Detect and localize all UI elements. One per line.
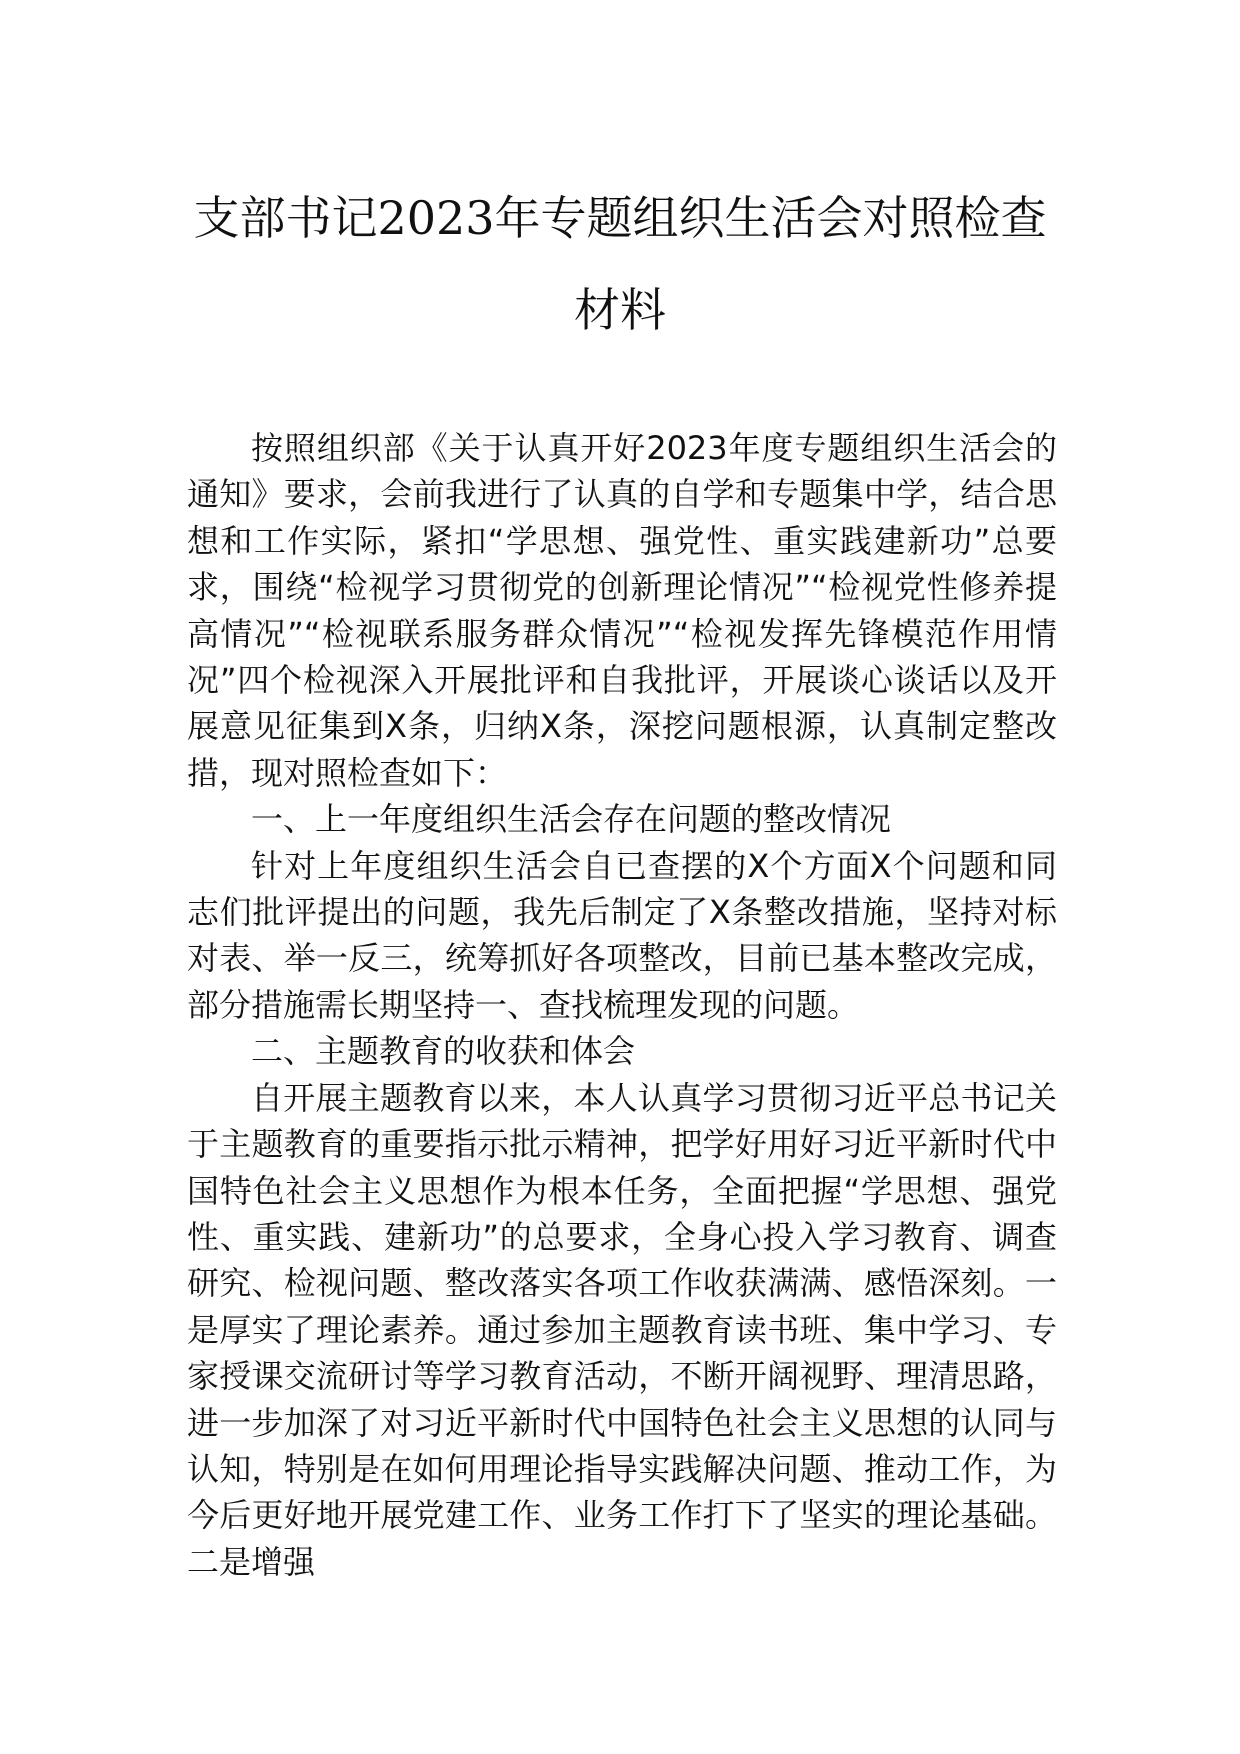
title-line-2: 材料 [574,283,666,337]
section-heading-1: 一、上一年度组织生活会存在问题的整改情况 [251,800,892,839]
document-title [170,172,1070,356]
intro-paragraph: 按照组织部《关于认真开好2023年度专题组织生活会的通知》要求，会前我进行了认真的自学和专题集中学，结合思想和工作实际，紧扣“学思想、强党性、重实践建新功”总要求，围绕“检视学习贯彻党的创新理论情况”“检视党性修养提高情况”“检视联系服务群众情况”“检视发挥先锋模范作用情况”四个检视深入开展批评和自我批评，开展谈心谈话以及开展意见征集到X条，归纳X条，深挖问题根源，认真制定整改措，现对照检查如下： [187,429,1057,792]
title-line-1: 支部书记2023年专题组织生活会对照检查 [193,191,1047,245]
section-2-paragraph: 自开展主题教育以来，本人认真学习贯彻习近平总书记关于主题教育的重要指示批示精神，把学好用好习近平新时代中国特色社会主义思想作为根本任务，全面把握“学思想、强党性、重实践、建新功”的总要求，全身心投入学习教育、调查研究、检视问题、整改落实各项工作收获满满、感悟深刻。一是厚实了理论素养。通过参加主题教育读书班、集中学习、专家授课交流研讨等学习教育活动，不断开阔视野、理清思路，进一步加深了对习近平新时代中国特色社会主义思想的认同与认知，特别是在如何用理论指导实践解决问题、推动工作，为今后更好地开展党建工作、业务工作打下了坚实的理论基础。二是增强 [187,1078,1057,1581]
section-heading-2: 二、主题教育的收获和体会 [251,1032,636,1071]
document-body [187,425,1057,1585]
section-1-paragraph: 针对上年度组织生活会自已查摆的X个方面X个问题和同志们批评提出的问题，我先后制定了X条整改措施，坚持对标对表、举一反三，统筹抓好各项整改，目前已基本整改完成，部分措施需长期坚持一、查找梳理发现的问题。 [187,846,1057,1024]
